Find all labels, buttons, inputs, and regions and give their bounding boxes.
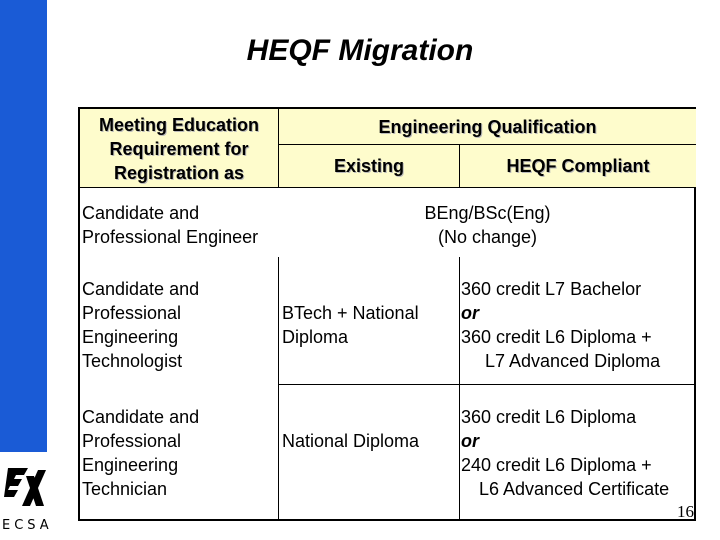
page-number: 16 <box>677 502 694 521</box>
row-technologist-existing: BTech + National Diploma <box>282 303 419 347</box>
row-technologist-compliant <box>461 277 696 373</box>
grid-line <box>459 144 460 187</box>
compliant-line: 240 credit L6 Diploma + <box>461 455 652 475</box>
row-engineer-qualification: BEng/BSc(Eng) (No change) <box>424 203 551 247</box>
row-technician-existing: National Diploma <box>282 431 420 451</box>
or-connector: or <box>461 431 479 451</box>
or-connector: or <box>461 303 479 323</box>
compliant-line: L6 Advanced Certificate <box>479 479 670 499</box>
row-technician-role: Candidate and Professional Engineering Technician <box>82 407 200 499</box>
grid-line <box>80 187 696 188</box>
row-engineer-role: Candidate and Professional Engineer <box>82 203 259 247</box>
compliant-line: L7 Advanced Diploma <box>485 351 661 371</box>
grid-line <box>278 109 279 187</box>
header-col1-label: Meeting Education Requirement for Registration as <box>98 115 259 183</box>
qualification-table <box>78 107 696 521</box>
header-compliant-label: HEQF Compliant <box>506 156 650 176</box>
row-technologist-role: Candidate and Professional Engineering Technologist <box>82 279 200 371</box>
grid-line <box>278 257 279 521</box>
slide-title: HEQF Migration <box>246 34 474 67</box>
grid-line <box>278 384 696 385</box>
compliant-line: 360 credit L7 Bachelor <box>461 279 642 299</box>
grid-line <box>279 144 696 145</box>
compliant-line: 360 credit L6 Diploma + <box>461 327 652 347</box>
compliant-line: 360 credit L6 Diploma <box>461 407 637 427</box>
header-group-label: Engineering Qualification <box>378 117 597 137</box>
grid-line <box>459 257 460 521</box>
header-existing-label: Existing <box>333 156 404 176</box>
logo-wordmark: ECSA <box>2 518 53 533</box>
ecsa-logo-icon <box>4 462 48 512</box>
row-technician-compliant <box>461 405 696 501</box>
